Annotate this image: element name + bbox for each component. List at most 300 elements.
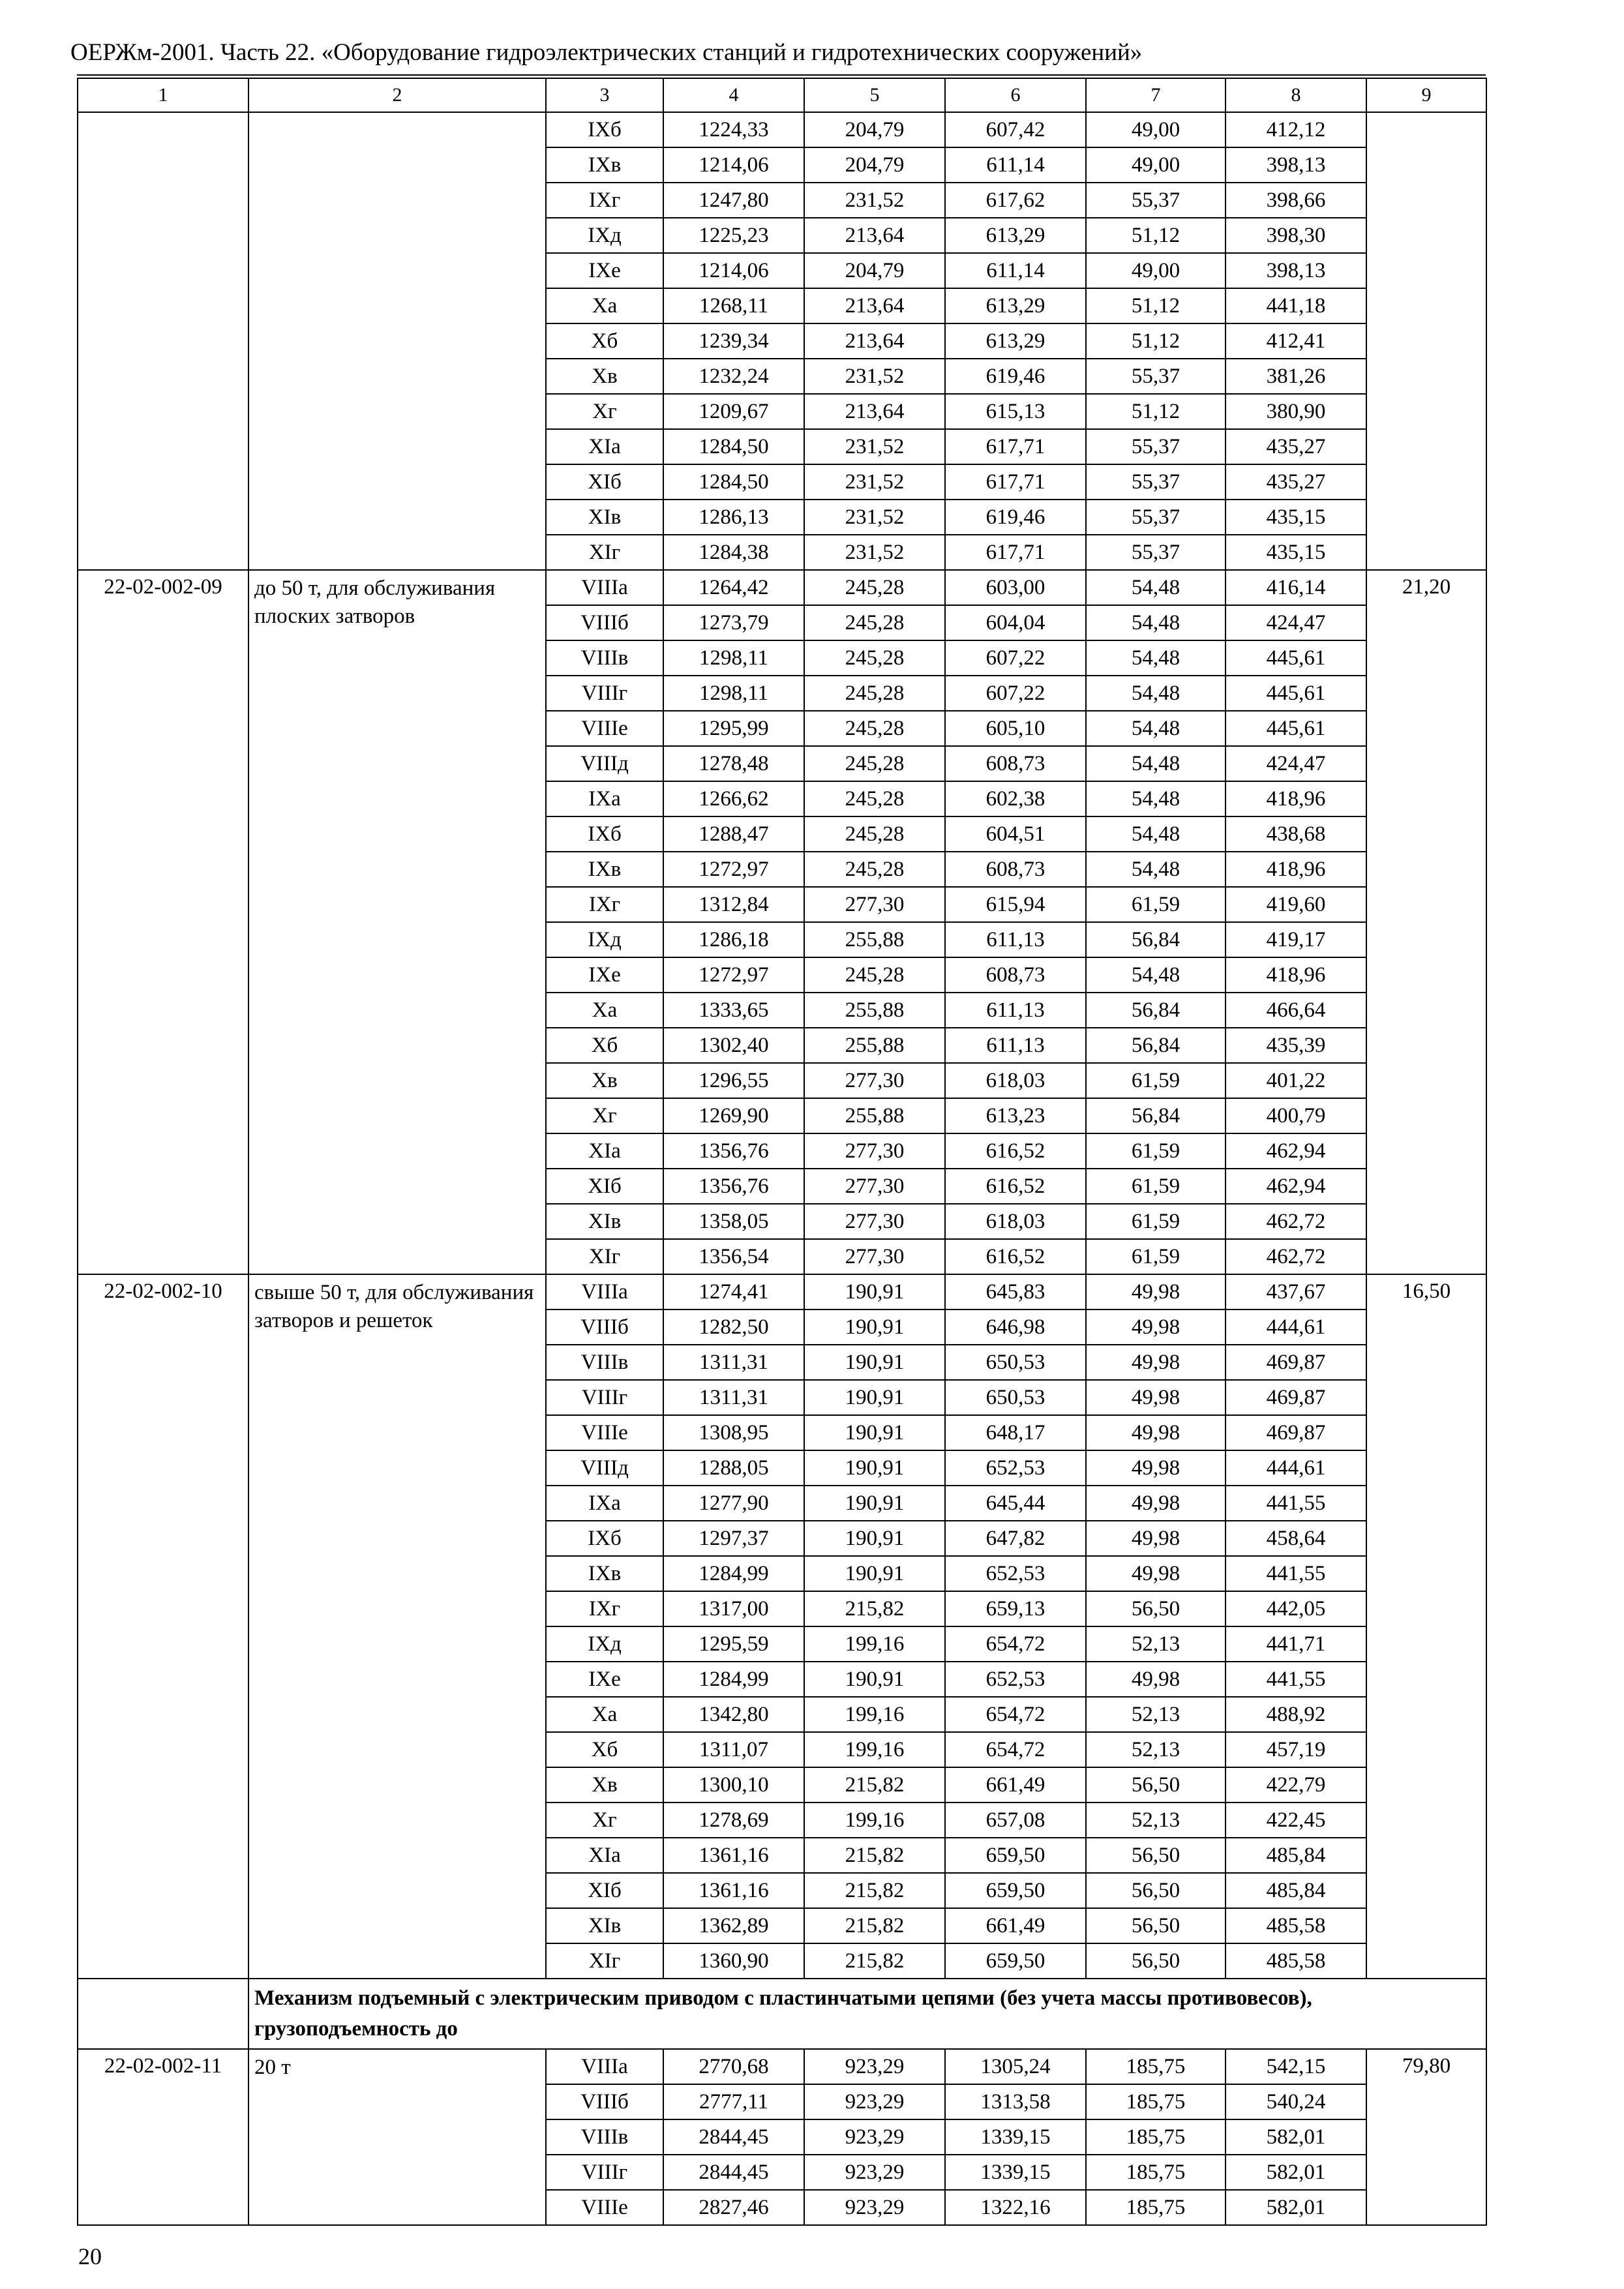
materials-cell: 488,92 bbox=[1226, 1697, 1366, 1732]
wages-cell: 213,64 bbox=[804, 394, 945, 429]
total-cost-cell: 1284,99 bbox=[663, 1556, 804, 1591]
machines-cell: 617,71 bbox=[945, 535, 1086, 570]
machines-cell: 603,00 bbox=[945, 570, 1086, 605]
materials-cell: 444,61 bbox=[1226, 1450, 1366, 1486]
wages-cell: 190,91 bbox=[804, 1486, 945, 1521]
wages-cell: 277,30 bbox=[804, 1133, 945, 1169]
materials-cell: 469,87 bbox=[1226, 1415, 1366, 1450]
machines-cell: 619,46 bbox=[945, 359, 1086, 394]
machines-cell: 604,04 bbox=[945, 605, 1086, 640]
total-cost-cell: 1272,97 bbox=[663, 852, 804, 887]
wages-cell: 190,91 bbox=[804, 1345, 945, 1380]
item-description: до 50 т, для обслуживания плоских затворов bbox=[248, 570, 546, 1274]
machinist-wages-cell: 56,84 bbox=[1086, 1098, 1226, 1133]
machinist-wages-cell: 54,48 bbox=[1086, 852, 1226, 887]
materials-cell: 462,94 bbox=[1226, 1169, 1366, 1204]
machines-cell: 648,17 bbox=[945, 1415, 1086, 1450]
materials-cell: 401,22 bbox=[1226, 1063, 1366, 1098]
machinist-wages-cell: 49,98 bbox=[1086, 1450, 1226, 1486]
total-cost-cell: 1317,00 bbox=[663, 1591, 804, 1626]
total-cost-cell: 2827,46 bbox=[663, 2190, 804, 2225]
column-number: 9 bbox=[1366, 78, 1486, 112]
materials-cell: 424,47 bbox=[1226, 605, 1366, 640]
machinist-wages-cell: 54,48 bbox=[1086, 957, 1226, 993]
machines-cell: 652,53 bbox=[945, 1662, 1086, 1697]
materials-cell: 458,64 bbox=[1226, 1521, 1366, 1556]
region-zone-cell: IXе bbox=[546, 253, 663, 288]
materials-cell: 418,96 bbox=[1226, 781, 1366, 816]
machinist-wages-cell: 56,50 bbox=[1086, 1767, 1226, 1803]
wages-cell: 215,82 bbox=[804, 1591, 945, 1626]
total-cost-cell: 1296,55 bbox=[663, 1063, 804, 1098]
machinist-wages-cell: 49,00 bbox=[1086, 147, 1226, 183]
machines-cell: 650,53 bbox=[945, 1380, 1086, 1415]
wages-cell: 923,29 bbox=[804, 2084, 945, 2119]
machines-cell: 618,03 bbox=[945, 1063, 1086, 1098]
machinist-wages-cell: 54,48 bbox=[1086, 570, 1226, 605]
machines-cell: 619,46 bbox=[945, 500, 1086, 535]
wages-cell: 190,91 bbox=[804, 1274, 945, 1309]
column-number: 1 bbox=[78, 78, 248, 112]
region-zone-cell: XIа bbox=[546, 429, 663, 464]
materials-cell: 419,60 bbox=[1226, 887, 1366, 922]
machinist-wages-cell: 55,37 bbox=[1086, 464, 1226, 500]
region-zone-cell: XIа bbox=[546, 1133, 663, 1169]
region-zone-cell: IXг bbox=[546, 887, 663, 922]
machines-cell: 613,23 bbox=[945, 1098, 1086, 1133]
region-zone-cell: Xв bbox=[546, 1063, 663, 1098]
column-number: 3 bbox=[546, 78, 663, 112]
machinist-wages-cell: 49,98 bbox=[1086, 1380, 1226, 1415]
machines-cell: 654,72 bbox=[945, 1626, 1086, 1662]
total-cost-cell: 1288,05 bbox=[663, 1450, 804, 1486]
materials-cell: 485,58 bbox=[1226, 1908, 1366, 1943]
machines-cell: 611,13 bbox=[945, 922, 1086, 957]
machinist-wages-cell: 51,12 bbox=[1086, 323, 1226, 359]
machines-cell: 659,50 bbox=[945, 1873, 1086, 1908]
machines-cell: 650,53 bbox=[945, 1345, 1086, 1380]
machinist-wages-cell: 185,75 bbox=[1086, 2119, 1226, 2155]
machinist-wages-cell: 55,37 bbox=[1086, 183, 1226, 218]
machinist-wages-cell: 49,98 bbox=[1086, 1415, 1226, 1450]
wages-cell: 199,16 bbox=[804, 1732, 945, 1767]
table-body bbox=[78, 78, 1486, 2225]
total-cost-cell: 1308,95 bbox=[663, 1415, 804, 1450]
item-description: свыше 50 т, для обслуживания затворов и решеток bbox=[248, 1274, 546, 1979]
region-zone-cell: IXд bbox=[546, 922, 663, 957]
rates-table bbox=[77, 78, 1487, 2226]
region-zone-cell: XIг bbox=[546, 1943, 663, 1979]
column-number: 2 bbox=[248, 78, 546, 112]
total-cost-cell: 1266,62 bbox=[663, 781, 804, 816]
item-description: 20 т bbox=[248, 2049, 546, 2225]
machinist-wages-cell: 54,48 bbox=[1086, 711, 1226, 746]
region-zone-cell: Xг bbox=[546, 1803, 663, 1838]
total-cost-cell: 1284,99 bbox=[663, 1662, 804, 1697]
total-cost-cell: 1300,10 bbox=[663, 1767, 804, 1803]
materials-cell: 422,79 bbox=[1226, 1767, 1366, 1803]
wages-cell: 231,52 bbox=[804, 500, 945, 535]
region-zone-cell: XIв bbox=[546, 1908, 663, 1943]
materials-cell: 442,05 bbox=[1226, 1591, 1366, 1626]
region-zone-cell: Xг bbox=[546, 394, 663, 429]
machinist-wages-cell: 52,13 bbox=[1086, 1697, 1226, 1732]
materials-cell: 435,15 bbox=[1226, 500, 1366, 535]
wages-cell: 199,16 bbox=[804, 1697, 945, 1732]
region-zone-cell: VIIIв bbox=[546, 1345, 663, 1380]
region-zone-cell: VIIIе bbox=[546, 711, 663, 746]
materials-cell: 418,96 bbox=[1226, 957, 1366, 993]
total-cost-cell: 1272,97 bbox=[663, 957, 804, 993]
machinist-wages-cell: 52,13 bbox=[1086, 1732, 1226, 1767]
machinist-wages-cell: 185,75 bbox=[1086, 2084, 1226, 2119]
region-zone-cell: IXв bbox=[546, 852, 663, 887]
wages-cell: 277,30 bbox=[804, 1169, 945, 1204]
region-zone-cell: XIа bbox=[546, 1838, 663, 1873]
labor-cost-cell: 79,80 bbox=[1366, 2049, 1486, 2225]
wages-cell: 190,91 bbox=[804, 1450, 945, 1486]
machinist-wages-cell: 61,59 bbox=[1086, 1169, 1226, 1204]
machines-cell: 613,29 bbox=[945, 288, 1086, 323]
machines-cell: 607,22 bbox=[945, 640, 1086, 676]
wages-cell: 245,28 bbox=[804, 676, 945, 711]
machines-cell: 615,94 bbox=[945, 887, 1086, 922]
machines-cell: 616,52 bbox=[945, 1133, 1086, 1169]
wages-cell: 277,30 bbox=[804, 1204, 945, 1239]
wages-cell: 190,91 bbox=[804, 1662, 945, 1697]
machinist-wages-cell: 49,98 bbox=[1086, 1486, 1226, 1521]
machinist-wages-cell: 55,37 bbox=[1086, 500, 1226, 535]
wages-cell: 245,28 bbox=[804, 570, 945, 605]
materials-cell: 435,27 bbox=[1226, 464, 1366, 500]
column-number: 5 bbox=[804, 78, 945, 112]
region-zone-cell: IXв bbox=[546, 147, 663, 183]
section-title: Механизм подъемный с электрическим приводом с пластинчатыми цепями (без учета массы противовесов), грузоподъемность до bbox=[248, 1979, 1486, 2049]
wages-cell: 255,88 bbox=[804, 922, 945, 957]
total-cost-cell: 1288,47 bbox=[663, 816, 804, 852]
section-code-blank bbox=[78, 1979, 248, 2049]
region-zone-cell: IXа bbox=[546, 781, 663, 816]
machines-cell: 647,82 bbox=[945, 1521, 1086, 1556]
machinist-wages-cell: 61,59 bbox=[1086, 887, 1226, 922]
total-cost-cell: 1239,34 bbox=[663, 323, 804, 359]
machines-cell: 617,71 bbox=[945, 464, 1086, 500]
machinist-wages-cell: 49,98 bbox=[1086, 1309, 1226, 1345]
wages-cell: 213,64 bbox=[804, 323, 945, 359]
total-cost-cell: 1302,40 bbox=[663, 1028, 804, 1063]
total-cost-cell: 2844,45 bbox=[663, 2119, 804, 2155]
machinist-wages-cell: 61,59 bbox=[1086, 1133, 1226, 1169]
wages-cell: 213,64 bbox=[804, 218, 945, 253]
region-zone-cell: VIIIд bbox=[546, 1450, 663, 1486]
machinist-wages-cell: 52,13 bbox=[1086, 1803, 1226, 1838]
region-zone-cell: VIIIг bbox=[546, 676, 663, 711]
wages-cell: 231,52 bbox=[804, 429, 945, 464]
total-cost-cell: 1311,07 bbox=[663, 1732, 804, 1767]
machines-cell: 615,13 bbox=[945, 394, 1086, 429]
total-cost-cell: 2777,11 bbox=[663, 2084, 804, 2119]
region-zone-cell: IXе bbox=[546, 957, 663, 993]
total-cost-cell: 1298,11 bbox=[663, 676, 804, 711]
total-cost-cell: 1225,23 bbox=[663, 218, 804, 253]
total-cost-cell: 1232,24 bbox=[663, 359, 804, 394]
machinist-wages-cell: 51,12 bbox=[1086, 394, 1226, 429]
total-cost-cell: 2770,68 bbox=[663, 2049, 804, 2084]
machines-cell: 652,53 bbox=[945, 1450, 1086, 1486]
region-zone-cell: IXв bbox=[546, 1556, 663, 1591]
machinist-wages-cell: 56,50 bbox=[1086, 1838, 1226, 1873]
machinist-wages-cell: 56,84 bbox=[1086, 993, 1226, 1028]
page-header-title: ОЕРЖм-2001. Часть 22. «Оборудование гидроэлектрических станций и гидротехнических сооружений» bbox=[70, 39, 1143, 66]
total-cost-cell: 1284,50 bbox=[663, 429, 804, 464]
machinist-wages-cell: 49,98 bbox=[1086, 1662, 1226, 1697]
materials-cell: 542,15 bbox=[1226, 2049, 1366, 2084]
wages-cell: 190,91 bbox=[804, 1521, 945, 1556]
wages-cell: 277,30 bbox=[804, 1239, 945, 1274]
wages-cell: 245,28 bbox=[804, 816, 945, 852]
region-zone-cell: Xа bbox=[546, 288, 663, 323]
materials-cell: 435,27 bbox=[1226, 429, 1366, 464]
labor-cost-cell: 21,20 bbox=[1366, 570, 1486, 1274]
section-title-row bbox=[78, 1979, 1486, 2049]
total-cost-cell: 1361,16 bbox=[663, 1838, 804, 1873]
total-cost-cell: 1286,18 bbox=[663, 922, 804, 957]
region-zone-cell: VIIIб bbox=[546, 1309, 663, 1345]
machines-cell: 659,50 bbox=[945, 1838, 1086, 1873]
labor-cost-cell: 16,50 bbox=[1366, 1274, 1486, 1979]
materials-cell: 444,61 bbox=[1226, 1309, 1366, 1345]
total-cost-cell: 1333,65 bbox=[663, 993, 804, 1028]
total-cost-cell: 1295,99 bbox=[663, 711, 804, 746]
region-zone-cell: VIIIе bbox=[546, 2190, 663, 2225]
region-zone-cell: Xв bbox=[546, 1767, 663, 1803]
machines-cell: 661,49 bbox=[945, 1767, 1086, 1803]
machines-cell: 616,52 bbox=[945, 1169, 1086, 1204]
materials-cell: 400,79 bbox=[1226, 1098, 1366, 1133]
wages-cell: 245,28 bbox=[804, 957, 945, 993]
column-number: 4 bbox=[663, 78, 804, 112]
wages-cell: 199,16 bbox=[804, 1803, 945, 1838]
materials-cell: 416,14 bbox=[1226, 570, 1366, 605]
total-cost-cell: 1268,11 bbox=[663, 288, 804, 323]
region-zone-cell: IXа bbox=[546, 1486, 663, 1521]
machines-cell: 654,72 bbox=[945, 1732, 1086, 1767]
total-cost-cell: 1224,33 bbox=[663, 112, 804, 147]
column-numbers-row bbox=[78, 78, 1486, 112]
machinist-wages-cell: 54,48 bbox=[1086, 605, 1226, 640]
materials-cell: 435,15 bbox=[1226, 535, 1366, 570]
total-cost-cell: 1273,79 bbox=[663, 605, 804, 640]
wages-cell: 255,88 bbox=[804, 1028, 945, 1063]
region-zone-cell: IXг bbox=[546, 183, 663, 218]
wages-cell: 245,28 bbox=[804, 640, 945, 676]
total-cost-cell: 1214,06 bbox=[663, 147, 804, 183]
region-zone-cell: Xб bbox=[546, 1028, 663, 1063]
machinist-wages-cell: 56,50 bbox=[1086, 1873, 1226, 1908]
materials-cell: 485,58 bbox=[1226, 1943, 1366, 1979]
machines-cell: 645,83 bbox=[945, 1274, 1086, 1309]
machines-cell: 607,22 bbox=[945, 676, 1086, 711]
region-zone-cell: VIIIв bbox=[546, 640, 663, 676]
materials-cell: 469,87 bbox=[1226, 1380, 1366, 1415]
page-number: 20 bbox=[78, 2243, 102, 2269]
machinist-wages-cell: 49,98 bbox=[1086, 1274, 1226, 1309]
wages-cell: 923,29 bbox=[804, 2190, 945, 2225]
total-cost-cell: 1356,54 bbox=[663, 1239, 804, 1274]
region-zone-cell: VIIIг bbox=[546, 2155, 663, 2190]
region-zone-cell: VIIIа bbox=[546, 1274, 663, 1309]
materials-cell: 582,01 bbox=[1226, 2119, 1366, 2155]
materials-cell: 380,90 bbox=[1226, 394, 1366, 429]
machines-cell: 617,71 bbox=[945, 429, 1086, 464]
machinist-wages-cell: 54,48 bbox=[1086, 676, 1226, 711]
wages-cell: 245,28 bbox=[804, 852, 945, 887]
materials-cell: 445,61 bbox=[1226, 676, 1366, 711]
machinist-wages-cell: 54,48 bbox=[1086, 816, 1226, 852]
wages-cell: 277,30 bbox=[804, 1063, 945, 1098]
machinist-wages-cell: 54,48 bbox=[1086, 746, 1226, 781]
total-cost-cell: 1295,59 bbox=[663, 1626, 804, 1662]
materials-cell: 441,18 bbox=[1226, 288, 1366, 323]
region-zone-cell: XIб bbox=[546, 1169, 663, 1204]
materials-cell: 582,01 bbox=[1226, 2190, 1366, 2225]
total-cost-cell: 1274,41 bbox=[663, 1274, 804, 1309]
region-zone-cell: Xб bbox=[546, 323, 663, 359]
total-cost-cell: 1284,50 bbox=[663, 464, 804, 500]
region-zone-cell: IXд bbox=[546, 1626, 663, 1662]
materials-cell: 582,01 bbox=[1226, 2155, 1366, 2190]
machinist-wages-cell: 185,75 bbox=[1086, 2190, 1226, 2225]
machines-cell: 608,73 bbox=[945, 746, 1086, 781]
materials-cell: 419,17 bbox=[1226, 922, 1366, 957]
region-zone-cell: XIг bbox=[546, 535, 663, 570]
item-code bbox=[78, 112, 248, 570]
wages-cell: 190,91 bbox=[804, 1415, 945, 1450]
machinist-wages-cell: 55,37 bbox=[1086, 359, 1226, 394]
wages-cell: 923,29 bbox=[804, 2049, 945, 2084]
machines-cell: 607,42 bbox=[945, 112, 1086, 147]
total-cost-cell: 1356,76 bbox=[663, 1169, 804, 1204]
wages-cell: 231,52 bbox=[804, 535, 945, 570]
machines-cell: 654,72 bbox=[945, 1697, 1086, 1732]
machines-cell: 602,38 bbox=[945, 781, 1086, 816]
wages-cell: 245,28 bbox=[804, 781, 945, 816]
machines-cell: 1339,15 bbox=[945, 2119, 1086, 2155]
total-cost-cell: 1298,11 bbox=[663, 640, 804, 676]
total-cost-cell: 1264,42 bbox=[663, 570, 804, 605]
wages-cell: 245,28 bbox=[804, 711, 945, 746]
total-cost-cell: 1269,90 bbox=[663, 1098, 804, 1133]
item-code: 22-02-002-11 bbox=[78, 2049, 248, 2225]
total-cost-cell: 1358,05 bbox=[663, 1204, 804, 1239]
region-zone-cell: XIв bbox=[546, 1204, 663, 1239]
region-zone-cell: Xа bbox=[546, 993, 663, 1028]
machinist-wages-cell: 56,50 bbox=[1086, 1591, 1226, 1626]
region-zone-cell: VIIIа bbox=[546, 570, 663, 605]
column-number: 8 bbox=[1226, 78, 1366, 112]
total-cost-cell: 2844,45 bbox=[663, 2155, 804, 2190]
machinist-wages-cell: 55,37 bbox=[1086, 429, 1226, 464]
machines-cell: 608,73 bbox=[945, 852, 1086, 887]
wages-cell: 923,29 bbox=[804, 2155, 945, 2190]
machines-cell: 616,52 bbox=[945, 1239, 1086, 1274]
table-row bbox=[78, 2049, 1486, 2084]
region-zone-cell: IXб bbox=[546, 1521, 663, 1556]
wages-cell: 190,91 bbox=[804, 1556, 945, 1591]
machinist-wages-cell: 56,50 bbox=[1086, 1908, 1226, 1943]
machines-cell: 611,14 bbox=[945, 253, 1086, 288]
wages-cell: 277,30 bbox=[804, 887, 945, 922]
wages-cell: 245,28 bbox=[804, 605, 945, 640]
machines-cell: 611,13 bbox=[945, 993, 1086, 1028]
materials-cell: 412,41 bbox=[1226, 323, 1366, 359]
wages-cell: 204,79 bbox=[804, 112, 945, 147]
machines-cell: 613,29 bbox=[945, 218, 1086, 253]
materials-cell: 540,24 bbox=[1226, 2084, 1366, 2119]
wages-cell: 213,64 bbox=[804, 288, 945, 323]
materials-cell: 381,26 bbox=[1226, 359, 1366, 394]
total-cost-cell: 1277,90 bbox=[663, 1486, 804, 1521]
materials-cell: 418,96 bbox=[1226, 852, 1366, 887]
region-zone-cell: IXб bbox=[546, 112, 663, 147]
region-zone-cell: Xб bbox=[546, 1732, 663, 1767]
machines-cell: 605,10 bbox=[945, 711, 1086, 746]
wages-cell: 923,29 bbox=[804, 2119, 945, 2155]
total-cost-cell: 1342,80 bbox=[663, 1697, 804, 1732]
materials-cell: 445,61 bbox=[1226, 640, 1366, 676]
machinist-wages-cell: 55,37 bbox=[1086, 535, 1226, 570]
machinist-wages-cell: 49,98 bbox=[1086, 1521, 1226, 1556]
machinist-wages-cell: 56,84 bbox=[1086, 1028, 1226, 1063]
materials-cell: 398,66 bbox=[1226, 183, 1366, 218]
total-cost-cell: 1286,13 bbox=[663, 500, 804, 535]
materials-cell: 435,39 bbox=[1226, 1028, 1366, 1063]
wages-cell: 215,82 bbox=[804, 1767, 945, 1803]
region-zone-cell: VIIIб bbox=[546, 605, 663, 640]
materials-cell: 441,55 bbox=[1226, 1662, 1366, 1697]
wages-cell: 204,79 bbox=[804, 253, 945, 288]
region-zone-cell: Xв bbox=[546, 359, 663, 394]
materials-cell: 469,87 bbox=[1226, 1345, 1366, 1380]
wages-cell: 199,16 bbox=[804, 1626, 945, 1662]
wages-cell: 231,52 bbox=[804, 183, 945, 218]
materials-cell: 412,12 bbox=[1226, 112, 1366, 147]
machines-cell: 618,03 bbox=[945, 1204, 1086, 1239]
machinist-wages-cell: 61,59 bbox=[1086, 1204, 1226, 1239]
total-cost-cell: 1278,69 bbox=[663, 1803, 804, 1838]
total-cost-cell: 1284,38 bbox=[663, 535, 804, 570]
total-cost-cell: 1297,37 bbox=[663, 1521, 804, 1556]
table-row bbox=[78, 1274, 1486, 1309]
item-description bbox=[248, 112, 546, 570]
region-zone-cell: VIIIа bbox=[546, 2049, 663, 2084]
machinist-wages-cell: 61,59 bbox=[1086, 1239, 1226, 1274]
region-zone-cell: VIIIв bbox=[546, 2119, 663, 2155]
materials-cell: 445,61 bbox=[1226, 711, 1366, 746]
table-row bbox=[78, 112, 1486, 147]
machinist-wages-cell: 61,59 bbox=[1086, 1063, 1226, 1098]
table-row bbox=[78, 570, 1486, 605]
total-cost-cell: 1278,48 bbox=[663, 746, 804, 781]
machines-cell: 608,73 bbox=[945, 957, 1086, 993]
machinist-wages-cell: 51,12 bbox=[1086, 218, 1226, 253]
total-cost-cell: 1214,06 bbox=[663, 253, 804, 288]
region-zone-cell: IXг bbox=[546, 1591, 663, 1626]
total-cost-cell: 1209,67 bbox=[663, 394, 804, 429]
region-zone-cell: VIIIг bbox=[546, 1380, 663, 1415]
wages-cell: 215,82 bbox=[804, 1838, 945, 1873]
region-zone-cell: Xа bbox=[546, 1697, 663, 1732]
